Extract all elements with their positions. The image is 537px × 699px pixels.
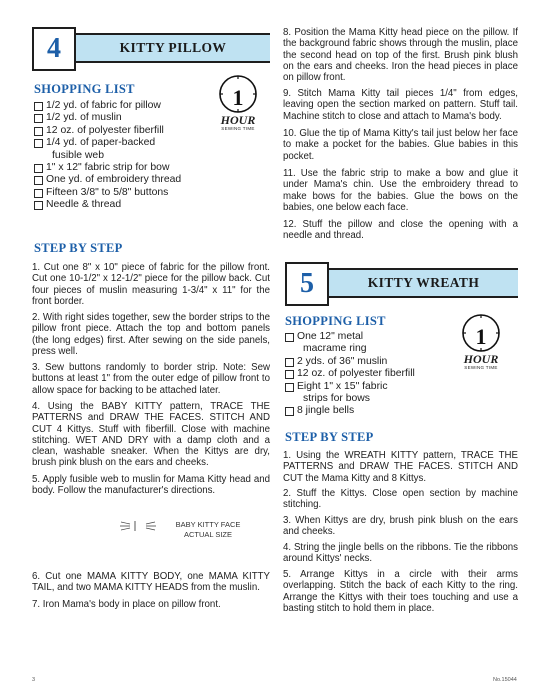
- shopping-item: One 12" metal: [285, 331, 450, 343]
- footer-code: No.15044: [493, 677, 517, 683]
- shopping-item: 12 oz. of polyester fiberfill: [34, 125, 209, 137]
- shopping-item-continued: macrame ring: [303, 343, 367, 355]
- project-title: KITTY PILLOW: [76, 33, 270, 63]
- clock-sub-label: SEWING TIME: [221, 126, 255, 131]
- sewing-time-clock: [450, 313, 512, 383]
- checkbox-icon: [34, 127, 43, 136]
- project-number: 4: [32, 27, 76, 71]
- shopping-item-continued: strips for bows: [303, 393, 370, 405]
- shopping-list: [285, 331, 450, 418]
- step-paragraph: 9. Stitch Mama Kitty tail pieces 1/4" from edges, leaving open the section marked on pattern. Stuff tail. Machine stitch to close and attach to Mama's body.: [283, 88, 518, 122]
- project-title: KITTY WREATH: [329, 268, 518, 298]
- clock-hour-label: HOUR: [220, 113, 256, 127]
- project-number: 5: [285, 262, 329, 306]
- shopping-item: 8 jingle bells: [285, 405, 450, 417]
- step-paragraph: 1. Cut one 8" x 10" piece of fabric for the pillow front. Cut one 10-1/2" x 12-1/2" piece for the pillow back. Cut four pieces of muslin measuring 1-3/4" x 11" for the front border.: [32, 262, 270, 307]
- step-paragraph: 2. Stuff the Kittys. Close open section by machine stitching.: [283, 488, 518, 511]
- checkbox-icon: [34, 176, 43, 185]
- page-number: 3: [32, 677, 36, 683]
- checkbox-icon: [34, 114, 43, 123]
- shopping-item: 12 oz. of polyester fiberfill: [285, 368, 450, 380]
- checkbox-icon: [34, 201, 43, 210]
- project-header-kitty-pillow: [32, 27, 270, 69]
- step-paragraph: 1. Using the WREATH KITTY pattern, TRACE THE PATTERNS and DRAW THE FACES. STITCH AND CUT the Mama Kitty and 8 Kittys.: [283, 450, 518, 484]
- clock-hour-label: HOUR: [463, 352, 499, 366]
- shopping-item-continued: fusible web: [52, 149, 104, 161]
- step-paragraph: 5. Arrange Kittys in a circle with their arms overlapping. Stitch the back of each Kitty to the ring. Arrange the Kittys with their toes touching and use a basting stitch to hold them in place.: [283, 569, 518, 614]
- shopping-item: Needle & thread: [34, 199, 209, 211]
- step-paragraph: 11. Use the fabric strip to make a bow and glue it under Mama's chin. Use the embroidery thread to make bows for the babies. Glue the bows on the babies, one below each face.: [283, 168, 518, 213]
- checkbox-icon: [34, 189, 43, 198]
- step-paragraph: 7. Iron Mama's body in place on pillow front.: [32, 599, 221, 610]
- sewing-time-clock: [207, 74, 269, 144]
- step-paragraph: 4. Using the BABY KITTY pattern, TRACE THE PATTERNS and DRAW THE FACES. STITCH AND CUT 4 Kittys. Stuff with fiberfill. Close with machine stitching. WET AND DRY with a damp cloth and a clean, washable sneaker. When the Kittys are dry, brush pink blush on the ears and cheeks.: [32, 401, 270, 469]
- shopping-item: 1/4 yd. of paper-backed: [34, 137, 209, 149]
- clock-number: 1: [232, 85, 244, 110]
- shopping-item: One yd. of embroidery thread: [34, 174, 209, 186]
- shopping-list: [34, 100, 209, 212]
- kitty-face-icon: [118, 518, 158, 534]
- checkbox-icon: [285, 407, 294, 416]
- clock-sub-label: SEWING TIME: [464, 365, 498, 370]
- step-paragraph: 2. With right sides together, sew the border strips to the pillow front piece. Attach the top and bottom panels (the long edges) first. After sewing on the side panels, press well.: [32, 312, 270, 357]
- step-paragraph: 5. Apply fusible web to muslin for Mama Kitty head and body. Follow the manufacturer's directions.: [32, 474, 270, 497]
- step-paragraph: 10. Glue the tip of Mama Kitty's tail just below her face to make a pocket for the babies. Glue babies in this pocket.: [283, 128, 518, 162]
- step-paragraph: 6. Cut one MAMA KITTY BODY, one MAMA KITTY TAIL, and two MAMA KITTY HEADS from the muslin.: [32, 571, 270, 594]
- shopping-item: 1/2 yd. of fabric for pillow: [34, 100, 209, 112]
- shopping-item: 1/2 yd. of muslin: [34, 112, 209, 124]
- checkbox-icon: [285, 370, 294, 379]
- step-paragraph: 4. String the jingle bells on the ribbons. Tie the ribbons around Kittys' necks.: [283, 542, 518, 565]
- shopping-item: 1" x 12" fabric strip for bow: [34, 162, 209, 174]
- step-paragraph: 8. Position the Mama Kitty head piece on the pillow. If the background fabric shows through the muslin, place the second head on top of the first. Brush pink blush on the ears and cheeks. Iron the head pieces in place on pillow front.: [283, 27, 518, 84]
- checkbox-icon: [285, 333, 294, 342]
- step-by-step-heading: STEP BY STEP: [34, 241, 123, 255]
- shopping-item: Eight 1" x 15" fabric: [285, 381, 450, 393]
- step-paragraph: 3. Sew buttons randomly to border strip. Note: Sew buttons at least 1" from the outer edge of pillow front to allow space for backing to be attached later.: [32, 362, 270, 396]
- clock-number: 1: [475, 324, 487, 349]
- step-paragraph: 3. When Kittys are dry, brush pink blush on the ears and cheeks.: [283, 515, 518, 538]
- shopping-item: 2 yds. of 36" muslin: [285, 356, 450, 368]
- project-header-kitty-wreath: [285, 262, 518, 304]
- checkbox-icon: [34, 164, 43, 173]
- checkbox-icon: [285, 383, 294, 392]
- shopping-list-heading: SHOPPING LIST: [285, 314, 386, 328]
- checkbox-icon: [34, 102, 43, 111]
- step-by-step-heading: STEP BY STEP: [285, 430, 374, 444]
- step-paragraph: 12. Stuff the pillow and close the opening with a needle and thread.: [283, 219, 518, 242]
- shopping-list-heading: SHOPPING LIST: [34, 82, 135, 96]
- checkbox-icon: [285, 358, 294, 367]
- shopping-item: Fifteen 3/8" to 5/8" buttons: [34, 187, 209, 199]
- face-caption: BABY KITTY FACE ACTUAL SIZE: [175, 520, 241, 539]
- checkbox-icon: [34, 139, 43, 148]
